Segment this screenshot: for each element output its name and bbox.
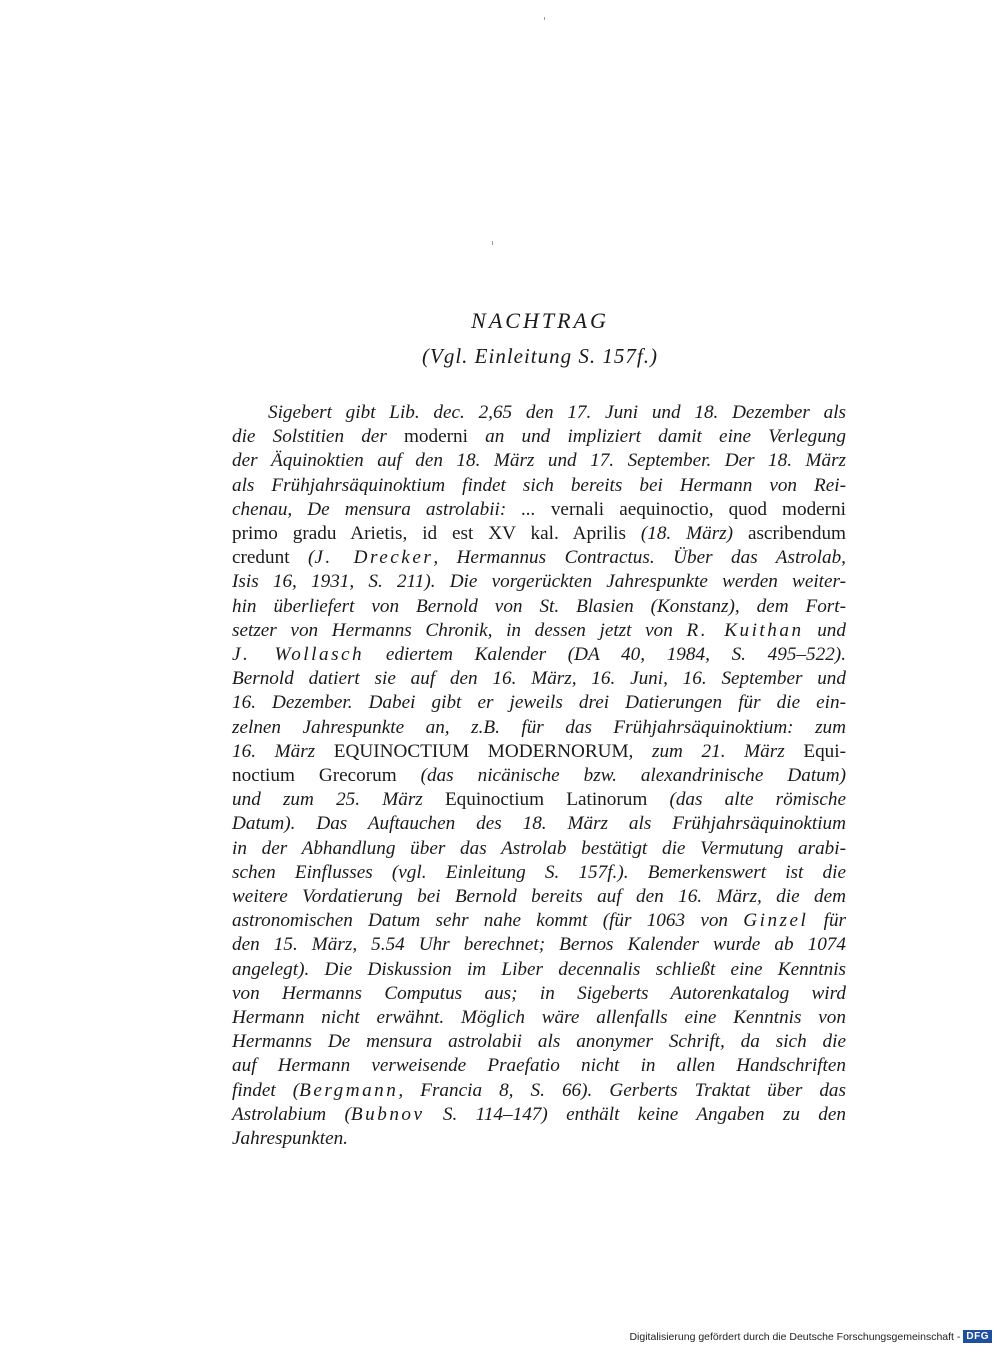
text-line — [232, 933, 846, 957]
text-segment: credunt — [232, 547, 308, 569]
digitization-footer — [629, 1330, 992, 1343]
text-segment: Bergmann — [299, 1079, 399, 1101]
text-segment: Astrolabium ( — [232, 1103, 351, 1125]
text-line — [232, 425, 846, 449]
text-segment: von Hermanns Computus aus; in Sigeberts Autorenkatalog wird — [232, 982, 846, 1004]
text-segment: J. Drecker — [314, 547, 434, 569]
text-line — [232, 595, 846, 619]
text-line — [232, 861, 846, 885]
text-line — [232, 691, 846, 715]
text-segment: auf Hermann verweisende Praefatio nicht in allen Handschriften — [232, 1055, 846, 1077]
text-segment: Equi- — [803, 740, 846, 762]
text-segment: ( — [308, 547, 315, 569]
text-line — [232, 546, 846, 570]
text-line — [232, 449, 846, 473]
text-segment: vernali aequinoctio, quod moderni — [550, 498, 846, 520]
body-paragraph — [232, 401, 846, 1151]
text-line — [232, 498, 846, 522]
text-line — [232, 740, 846, 764]
dfg-logo-icon: DFG — [963, 1330, 992, 1343]
page-subtitle: (Vgl. Einleitung S. 157f.) — [422, 344, 658, 368]
text-segment: zelnen Jahrespunkte an, z.B. für das Frühjahrsäquinoktium: zum — [232, 716, 846, 738]
text-line — [232, 401, 846, 425]
text-segment: zum 21. März — [633, 740, 804, 762]
text-segment: Hermanns De mensura astrolabii als anonymer Schrift, da sich die — [232, 1031, 846, 1053]
text-segment: primo gradu Arietis, id est XV kal. Aprilis — [232, 523, 641, 545]
text-segment: angelegt). Die Diskussion im Liber decennalis schließt eine Kenntnis — [232, 958, 846, 980]
text-segment: moderni — [403, 426, 468, 448]
page-title: NACHTRAG — [471, 308, 609, 333]
scan-speck — [544, 17, 545, 20]
text-line — [232, 764, 846, 788]
text-line — [232, 1030, 846, 1054]
text-segment: findet ( — [232, 1079, 300, 1101]
text-segment: Jahrespunkten. — [232, 1128, 348, 1150]
text-line — [232, 716, 846, 740]
text-segment: ascribendum — [733, 523, 846, 545]
text-segment: (18. März) — [640, 523, 734, 545]
text-segment: , Hermannus Contractus. Über das Astrolab, — [433, 547, 846, 569]
text-segment: 16. März — [232, 740, 334, 762]
text-segment: J. Wollasch — [232, 644, 365, 666]
text-line — [232, 958, 846, 982]
scan-speck — [492, 241, 493, 245]
text-line — [232, 1079, 846, 1103]
text-segment: weitere Vordatierung bei Bernold bereits auf den 16. März, die dem — [232, 886, 846, 908]
text-segment: Sigebert gibt Lib. dec. 2,65 den 17. Juni und 18. Dezember als — [268, 402, 846, 423]
text-line — [232, 837, 846, 861]
text-segment: an und impliziert damit eine Verlegung — [467, 426, 846, 448]
text-segment: setzer von Hermanns Chronik, in dessen jetzt von — [232, 619, 687, 641]
text-line — [232, 474, 846, 498]
text-segment: astronomischen Datum sehr nahe kommt (für 1063 von — [232, 910, 744, 932]
text-segment: ediertem Kalender (DA 40, 1984, S. 495–522). — [364, 644, 846, 666]
text-segment: und — [803, 619, 846, 641]
text-segment: Bubnov — [350, 1103, 425, 1125]
text-segment: den 15. März, 5.54 Uhr berechnet; Bernos Kalender wurde ab 1074 — [232, 934, 846, 956]
text-segment: Bernold datiert sie auf den 16. März, 16. Juni, 16. September und — [232, 668, 846, 690]
text-segment: in der Abhandlung über das Astrolab bestätigt die Vermutung arabi- — [232, 837, 846, 859]
text-segment: für — [808, 910, 846, 932]
text-line — [232, 788, 846, 812]
text-segment: chenau, De mensura astrolabii: ... — [232, 498, 551, 520]
text-segment: Hermann nicht erwähnt. Möglich wäre allenfalls eine Kenntnis von — [232, 1007, 846, 1029]
text-line — [232, 643, 846, 667]
text-line — [232, 1127, 846, 1151]
text-segment: die Solstitien der — [232, 426, 404, 448]
text-segment: (das nicänische bzw. alexandrinische Datum) — [420, 765, 846, 787]
text-line — [232, 1006, 846, 1030]
text-line — [232, 667, 846, 691]
text-segment: und zum 25. März — [232, 789, 445, 811]
text-line — [232, 982, 846, 1006]
text-segment: R. Kuithan — [686, 619, 804, 641]
text-line — [232, 1054, 846, 1078]
text-segment: (das alte römische — [647, 789, 846, 811]
text-segment: der Äquinoktien auf den 18. März und 17. September. Der 18. März — [232, 450, 846, 472]
text-segment: S. 114–147) enthält keine Angaben zu den — [424, 1103, 846, 1125]
text-segment: 16. Dezember. Dabei gibt er jeweils drei Datierungen für die ein- — [232, 692, 846, 714]
text-line — [232, 909, 846, 933]
text-segment: Isis 16, 1931, S. 211). Die vorgerückten Jahrespunkte werden weiter- — [232, 571, 846, 593]
text-line — [232, 812, 846, 836]
text-segment: hin überliefert von Bernold von St. Blasien (Konstanz), dem Fort- — [232, 595, 846, 617]
text-segment: als Frühjahrsäquinoktium findet sich bereits bei Hermann von Rei- — [232, 474, 846, 496]
text-segment: Ginzel — [743, 910, 809, 932]
text-segment: schen Einflusses (vgl. Einleitung S. 157f.). Bemerkenswert ist die — [232, 861, 846, 883]
text-segment: EQUINOCTIUM MODERNORUM, — [333, 740, 634, 762]
text-line — [232, 522, 846, 546]
text-line — [232, 1103, 846, 1127]
text-segment: Equinoctium Latinorum — [444, 789, 648, 811]
text-segment: noctium Grecorum — [232, 765, 421, 787]
text-line — [232, 570, 846, 594]
text-line — [232, 885, 846, 909]
footer-credit-text: Digitalisierung gefördert durch die Deutsche Forschungsgemeinschaft - — [629, 1330, 961, 1343]
text-line — [232, 619, 846, 643]
text-segment: , Francia 8, S. 66). Gerberts Traktat über das — [398, 1079, 846, 1101]
text-segment: Datum). Das Auftauchen des 18. März als Frühjahrsäquinoktium — [232, 813, 846, 835]
